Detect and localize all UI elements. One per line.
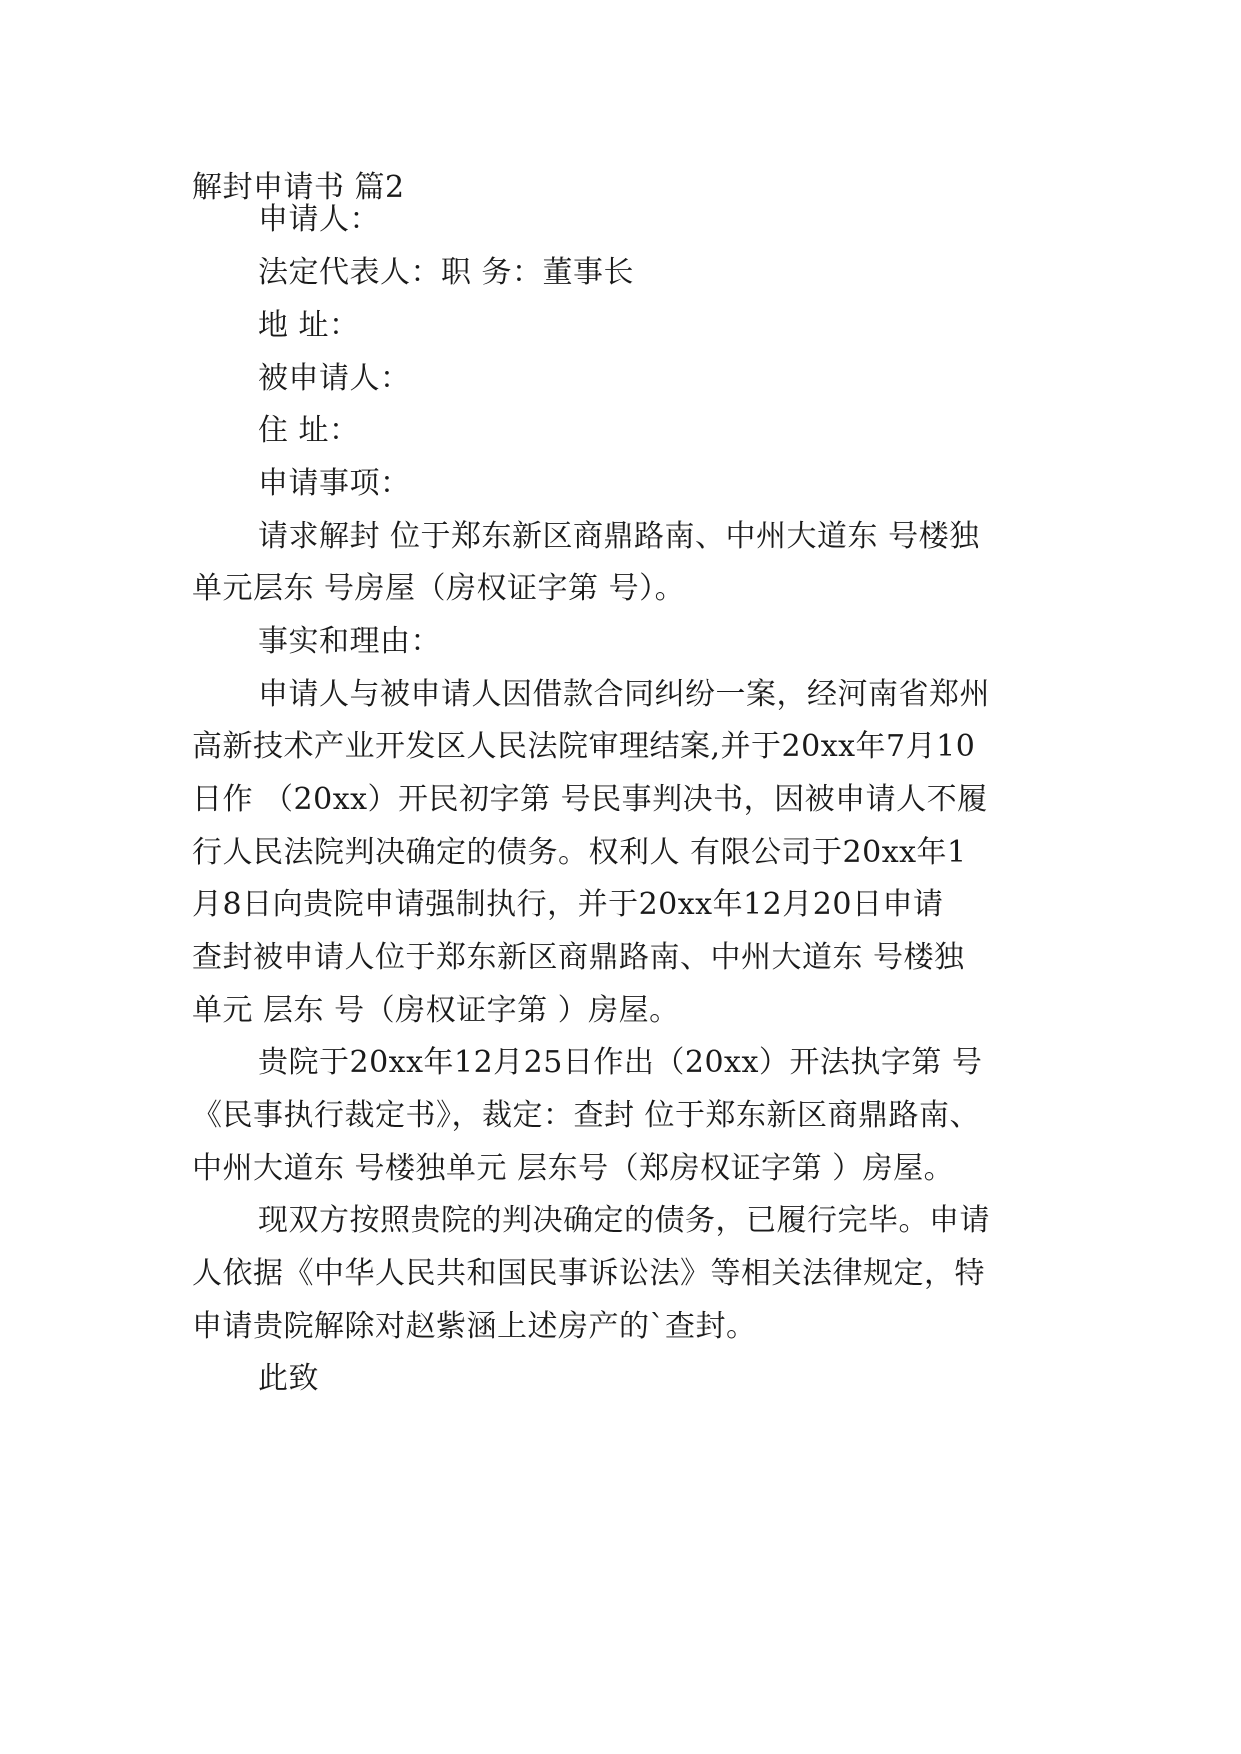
respondent-label: 被申请人：: [258, 361, 411, 396]
conclusion-paragraph-line-2: 人依据《中华人民共和国民事诉讼法》等相关法律规定，特: [192, 1256, 985, 1291]
ruling-paragraph-line-1: 贵院于20xx年12月25日作出（20xx）开法执字第 号: [258, 1045, 983, 1080]
request-paragraph-line-2: 单元层东 号房屋（房权证字第 号）。: [192, 571, 686, 606]
conclusion-paragraph-line-3: 申请贵院解除对赵紫涵上述房产的`查封。: [192, 1309, 757, 1344]
facts-reasons-heading: 事实和理由：: [258, 624, 441, 659]
facts-paragraph-line-3: 日作 （20xx）开民初字第 号民事判决书，因被申请人不履: [192, 782, 988, 817]
ruling-paragraph-line-2: 《民事执行裁定书》，裁定：查封 位于郑东新区商鼎路南、: [192, 1098, 981, 1133]
applicant-label: 申请人：: [258, 202, 380, 237]
conclusion-paragraph-line-1: 现双方按照贵院的判决确定的债务，已履行完毕。申请: [258, 1203, 990, 1238]
document-title: 解封申请书 篇2: [192, 170, 405, 205]
facts-paragraph-line-1: 申请人与被申请人因借款合同纠纷一案，经河南省郑州: [258, 677, 990, 712]
residence-label: 住 址：: [258, 413, 360, 448]
ruling-paragraph-line-3: 中州大道东 号楼独单元 层东号（郑房权证字第 ）房屋。: [192, 1151, 955, 1186]
address-label: 地 址：: [258, 308, 360, 343]
facts-paragraph-line-5: 月8日向贵院申请强制执行，并于20xx年12月20日申请: [192, 887, 944, 922]
legal-representative-line: 法定代表人：职 务：董事长: [258, 255, 635, 290]
facts-paragraph-line-2: 高新技术产业开发区人民法院审理结案,并于20xx年7月10: [192, 729, 976, 764]
request-paragraph-line-1: 请求解封 位于郑东新区商鼎路南、中州大道东 号楼独: [258, 519, 980, 554]
application-items-heading: 申请事项：: [258, 466, 411, 501]
facts-paragraph-line-6: 查封被申请人位于郑东新区商鼎路南、中州大道东 号楼独: [192, 940, 965, 975]
closing-salutation: 此致: [258, 1361, 319, 1396]
facts-paragraph-line-4: 行人民法院判决确定的债务。权利人 有限公司于20xx年1: [192, 835, 967, 870]
facts-paragraph-line-7: 单元 层东 号（房权证字第 ）房屋。: [192, 993, 680, 1028]
